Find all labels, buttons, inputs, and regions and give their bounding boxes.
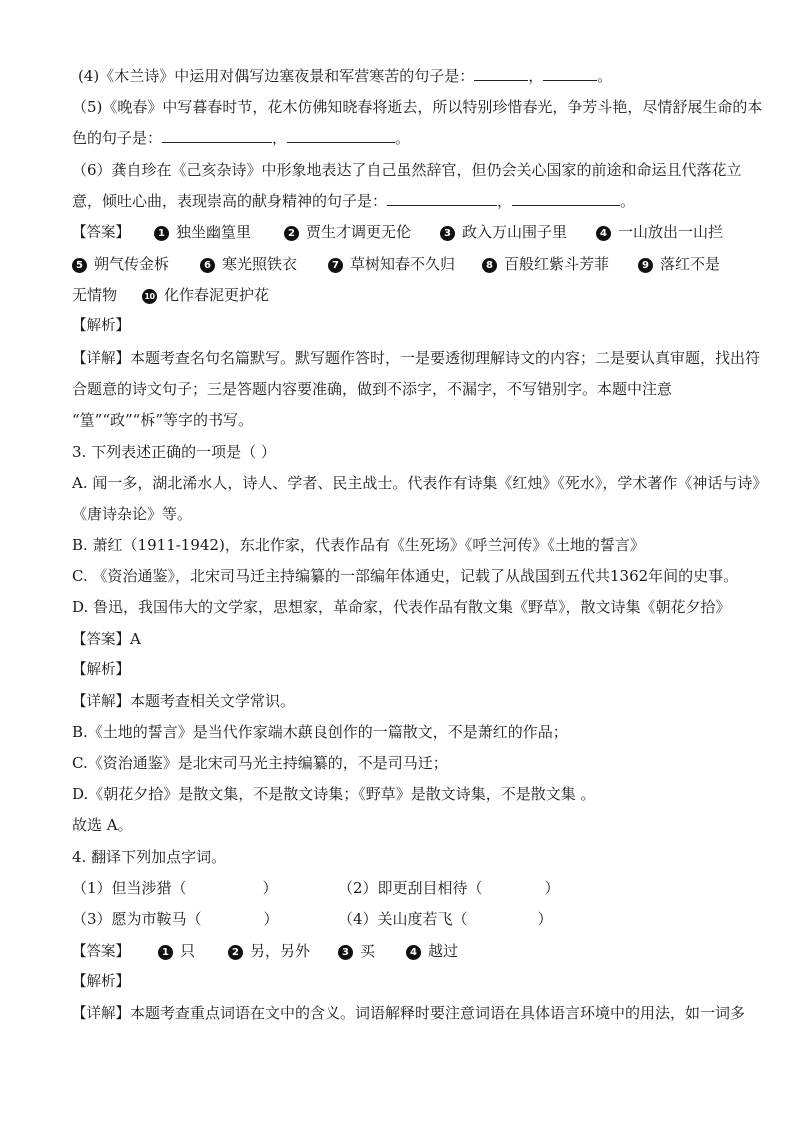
q2-sub5-line2: 色的句子是： ， 。	[72, 129, 411, 147]
circled-number-icon: 7	[328, 258, 343, 273]
circled-number-icon: 2	[228, 945, 243, 960]
q2-sub6-line2: 意，倾吐心曲，表现崇高的献身精神的句子是： ， 。	[72, 192, 636, 210]
circled-number-icon: 5	[72, 258, 87, 273]
blank-field	[387, 191, 497, 206]
answer-item: 5 朔气传金柝	[72, 254, 169, 274]
answer-item: 6 寒光照铁衣	[200, 254, 297, 274]
q3-explanation-b: B.《土地的誓言》是当代作家端木蕻良创作的一篇散文，不是萧红的作品；	[72, 723, 568, 741]
q2-sub6-line1: （6）龚自珍在《己亥杂诗》中形象地表达了自己虽然辞官，但仍会关心国家的前途和命运且代落花立	[72, 161, 742, 179]
answer-item: 7 草树知春不久归	[328, 254, 455, 274]
q3-option-a-line2: 《唐诗杂论》等。	[72, 505, 193, 523]
answer-item: 1 独坐幽篁里	[154, 222, 251, 242]
q3-conclusion: 故选 A。	[72, 816, 133, 834]
circled-number-icon: 4	[406, 945, 421, 960]
blank-field	[287, 128, 395, 143]
q3-answer: 【答案】A	[72, 630, 141, 648]
q3-explanation-d: D.《朝花夕拾》是散文集，不是散文诗集；《野草》是散文诗集，不是散文集 。	[72, 785, 596, 803]
q4-detail: 【详解】本题考查重点词语在文中的含义。词语解释时要注意词语在具体语言环境中的用法，如一词多	[72, 1004, 746, 1022]
answer-label: 【答案】	[72, 944, 130, 960]
answer-label: 【答案】	[72, 225, 130, 241]
analysis-label: 【解析】	[72, 974, 130, 990]
q2-detail-line3: “篁”“政”“柝”等字的书写。	[72, 411, 254, 429]
q3-option-b: B. 萧红（1911-1942)，东北作家，代表作品有《生死场》《呼兰河传》《土地的誓言》	[72, 536, 645, 554]
q2-sub4-text: (4)《木兰诗》中运用对偶写边塞夜景和军营寒苦的句子是：	[78, 67, 475, 85]
q2-detail-line1: 【详解】本题考查名句名篇默写。默写题作答时，一是要透彻理解诗文的内容；二是要认真审题，找出符	[72, 349, 761, 367]
q2-answer-row1	[72, 222, 724, 243]
circled-number-icon: 10	[142, 289, 157, 304]
q4-item: （1）但当涉猎（ ）	[72, 879, 278, 897]
q2-detail-line2: 合题意的诗文句子；三是答题内容要准确，做到不添字，不漏字，不写错别字。本题中注意	[72, 380, 673, 398]
q2-answer-row3: 无情物 10 化作春泥更护花	[72, 286, 270, 304]
answer-item: 10 化作春泥更护花	[142, 285, 269, 305]
circled-number-icon: 4	[596, 226, 611, 241]
circled-number-icon: 9	[638, 258, 653, 273]
blank-field	[162, 128, 272, 143]
q4-item: （2）即更刮目相待（ ）	[338, 879, 560, 897]
circled-number-icon: 1	[154, 226, 169, 241]
q3-explanation-c: C.《资治通鉴》是北宋司马光主持编纂的，不是司马迁；	[72, 754, 448, 772]
blank-field	[543, 66, 597, 81]
q3-option-c: C. 《资治通鉴》，北宋司马迁主持编纂的一部编年体通史，记载了从战国到五代共1362年间的史事。	[72, 567, 739, 585]
analysis-label: 【解析】	[72, 318, 130, 334]
circled-number-icon: 1	[158, 945, 173, 960]
answer-item: 4 一山放出一山拦	[596, 222, 723, 242]
circled-number-icon: 8	[482, 258, 497, 273]
blank-field	[474, 66, 528, 81]
answer-item: 8 百般红紫斗芳菲	[482, 254, 609, 274]
q4-answer-row	[72, 941, 724, 962]
answer-item: 1 只	[158, 941, 195, 961]
q3-option-a-line1: A. 闻一多，湖北浠水人，诗人、学者、民主战士。代表作有诗集《红烛》《死水》，学术著作《神话与诗》	[72, 474, 768, 492]
answer-item: 2 另，另外	[228, 941, 310, 961]
circled-number-icon: 3	[338, 945, 353, 960]
answer-item: 3 政入万山围子里	[440, 222, 567, 242]
circled-number-icon: 3	[440, 226, 455, 241]
q3-detail: 【详解】本题考查相关文学常识。	[72, 692, 296, 710]
q2-sub4: (4)《木兰诗》中运用对偶写边塞夜景和军营寒苦的句子是： ， 。	[78, 67, 613, 85]
q4-item: （4）关山度若飞（ ）	[338, 910, 553, 928]
circled-number-icon: 2	[284, 226, 299, 241]
q2-sub5-line1: （5)《晚春》中写暮春时节，花木仿佛知晓春将逝去，所以特别珍惜春光，争芳斗艳，尽情舒展生命的本	[72, 98, 763, 116]
answer-item: 2 贾生才调更无伦	[284, 222, 411, 242]
circled-number-icon: 6	[200, 258, 215, 273]
q3-option-d: D. 鲁迅，我国伟大的文学家，思想家，革命家，代表作品有散文集《野草》，散文诗集《朝花夕拾》	[72, 598, 731, 616]
q3-stem: 3. 下列表述正确的一项是（ ）	[72, 443, 276, 461]
blank-field	[512, 191, 620, 206]
q4-stem: 4. 翻译下列加点字词。	[72, 848, 227, 866]
answer-item: 4 越过	[406, 941, 458, 961]
answer-item: 9 落红不是	[638, 254, 720, 274]
analysis-label: 【解析】	[72, 662, 130, 678]
answer-item: 3 买	[338, 941, 375, 961]
q4-item: （3）愿为市鞍马（ ）	[72, 910, 279, 928]
